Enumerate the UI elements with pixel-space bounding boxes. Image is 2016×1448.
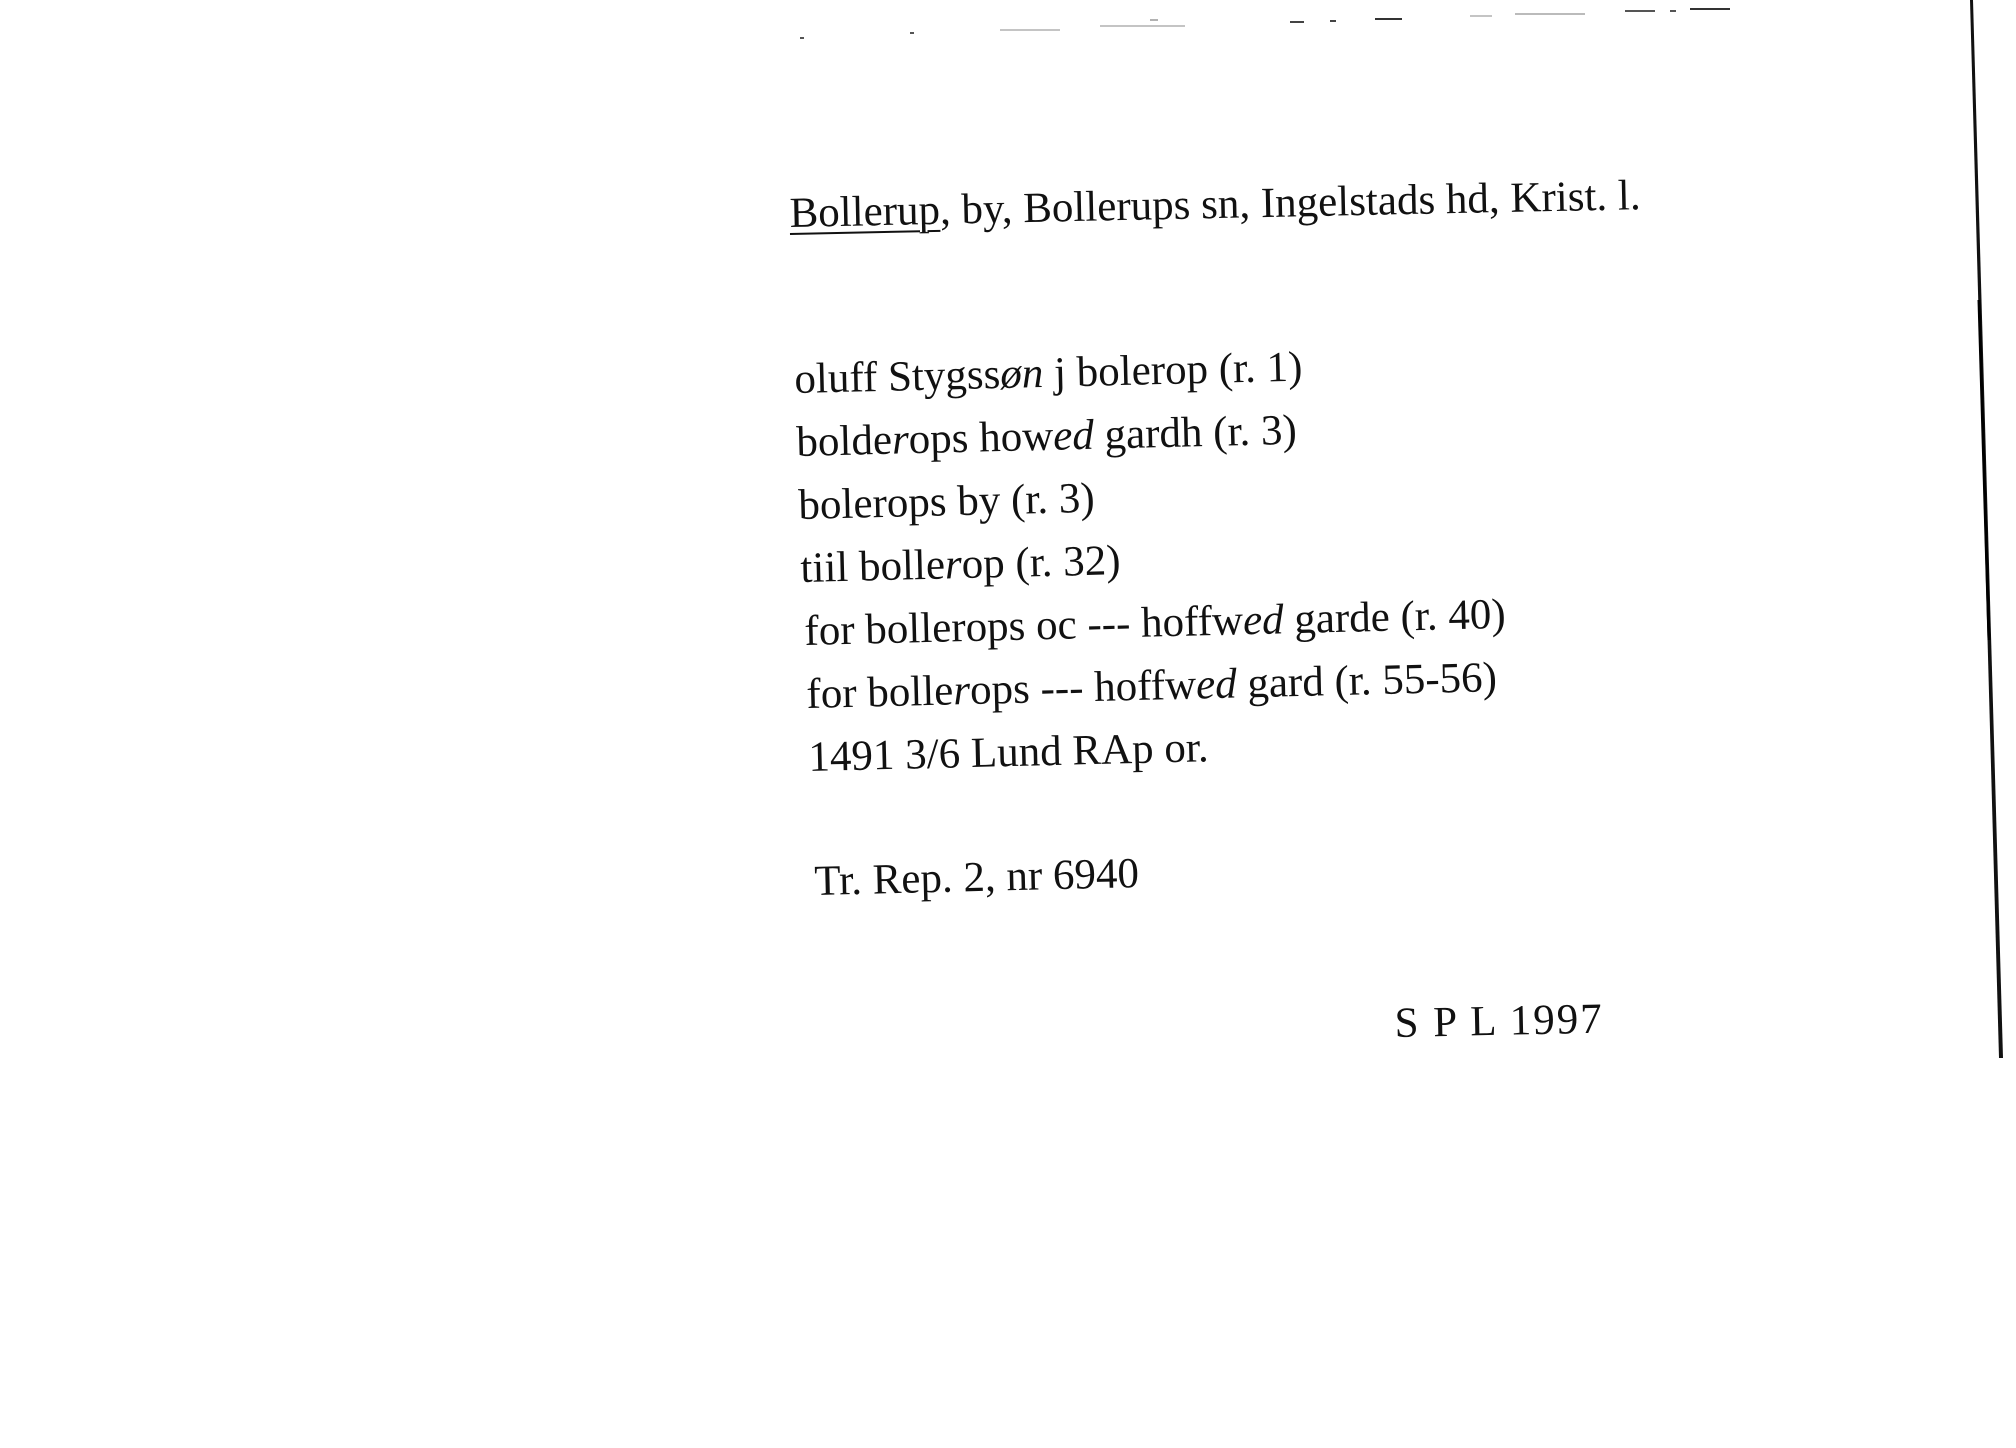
place-name: Bollerup	[789, 186, 941, 237]
signature-initials: S P L 1997	[1394, 995, 1605, 1047]
entry-line: oluff Stygssøn j bolerop (r. 1)	[793, 343, 1303, 403]
card-heading	[789, 174, 1641, 235]
entry-line: bolderops howed gardh (r. 3)	[795, 406, 1298, 466]
entry-line: bolerops by (r. 3)	[797, 474, 1096, 529]
date-line: 1491 3/6 Lund RAp or.	[807, 724, 1210, 781]
entry-line: for bollerops --- hoffwed gard (r. 55-56)	[805, 654, 1498, 718]
heading-location: , by, Bollerups sn, Ingelstads hd, Krist. l.	[939, 172, 1642, 234]
source-reference: Tr. Rep. 2, nr 6940	[813, 850, 1140, 905]
entry-line: for bollerops oc --- hoffwed garde (r. 40)	[803, 590, 1507, 655]
entry-line: tiil bollerop (r. 32)	[799, 537, 1122, 592]
